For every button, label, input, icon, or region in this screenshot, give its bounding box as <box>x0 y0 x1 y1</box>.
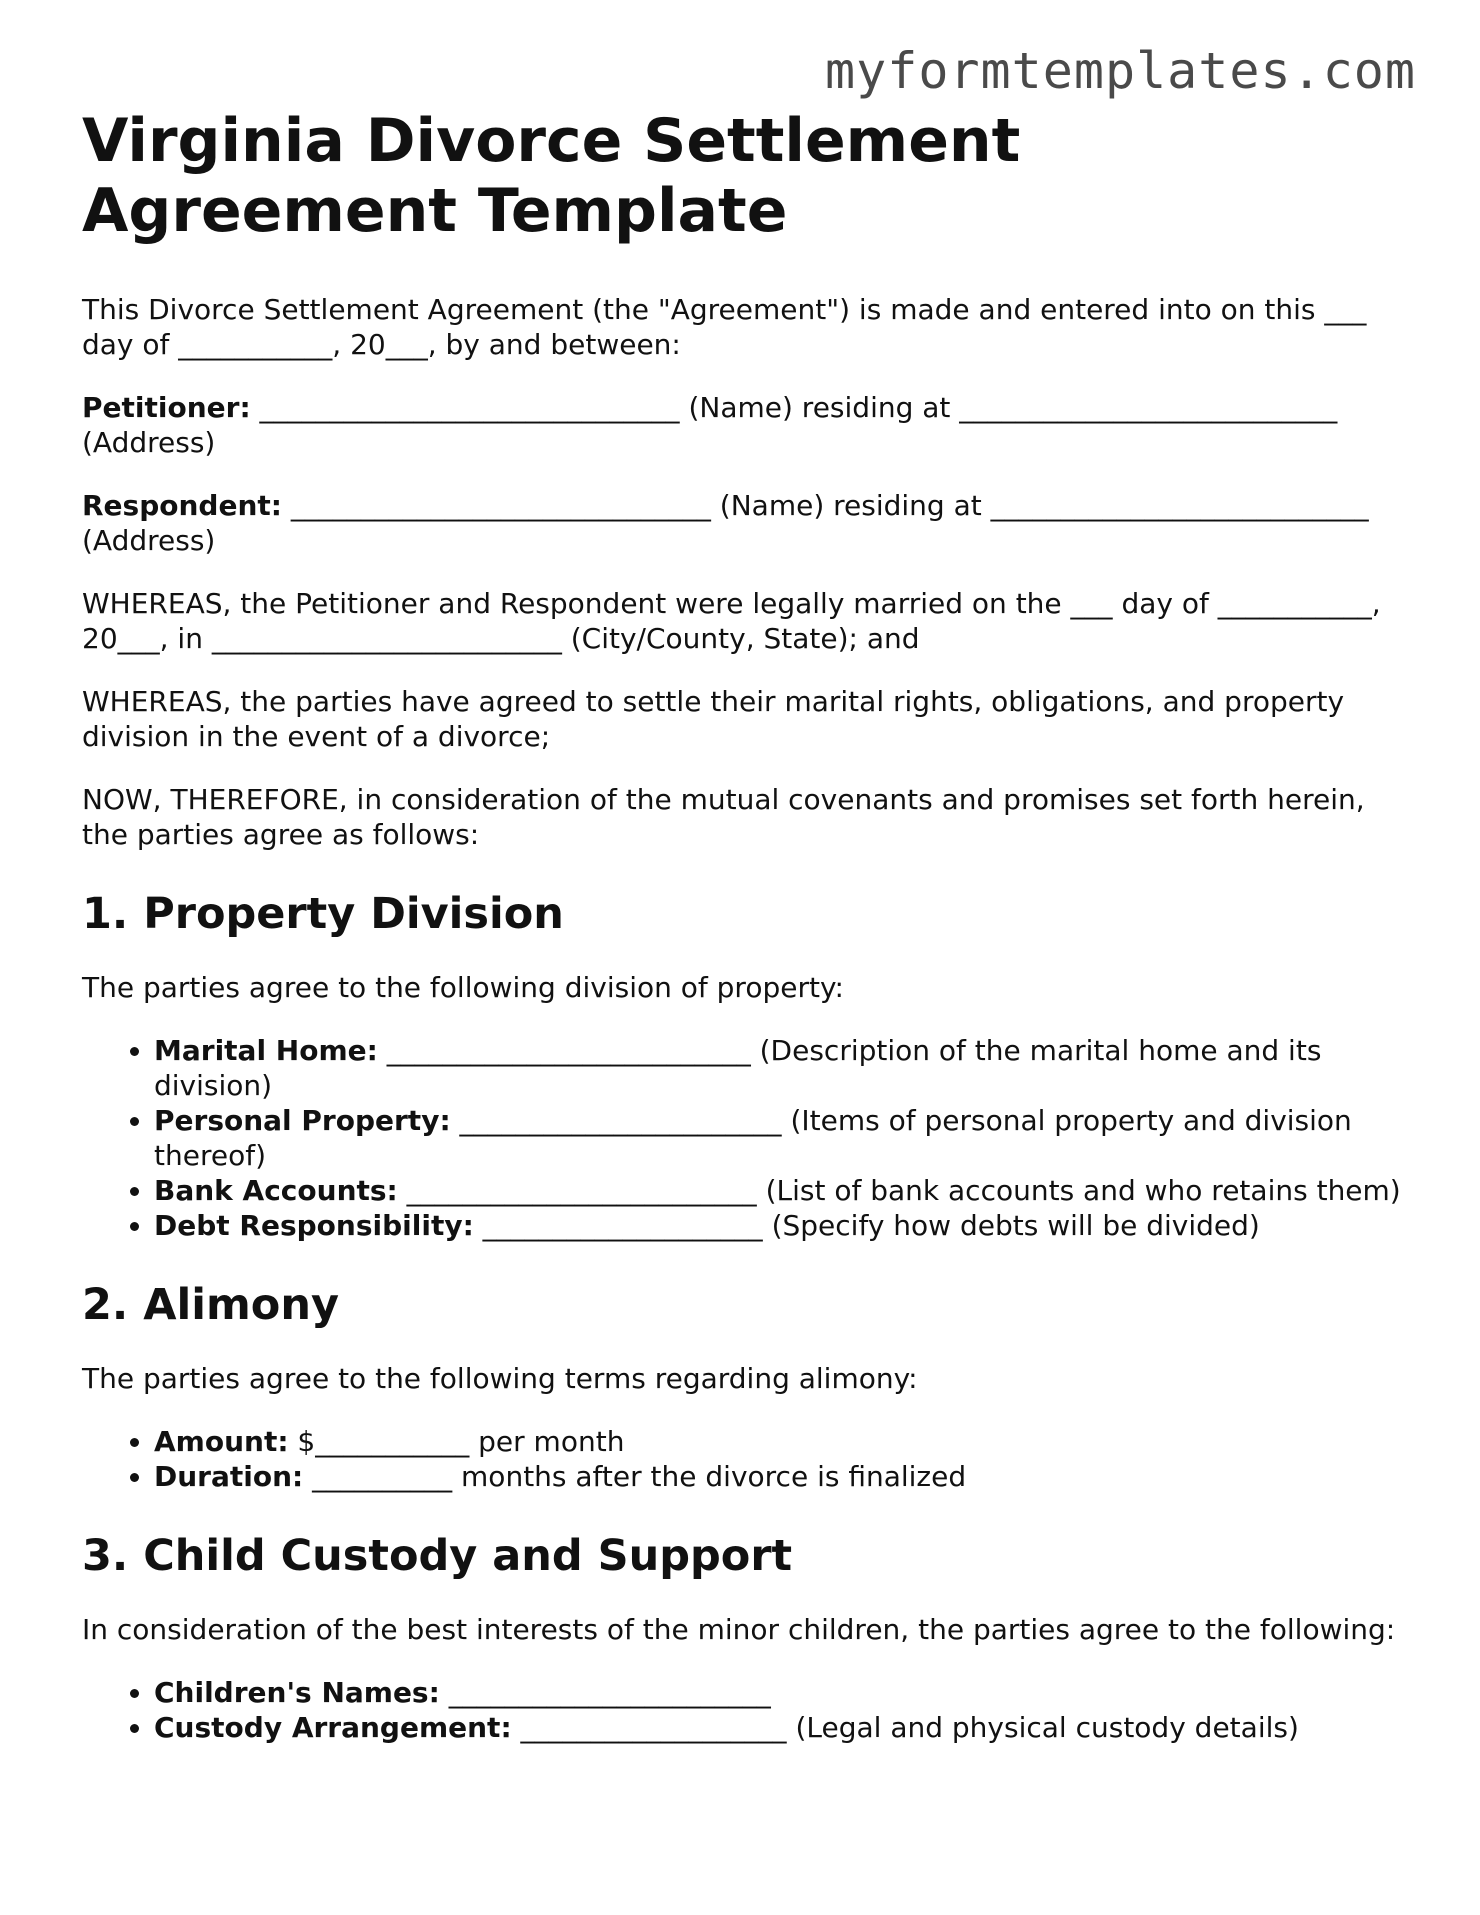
list-item <box>154 1208 1402 1243</box>
item-text: __________ months after the divorce is finalized <box>303 1460 967 1493</box>
item-text: _______________________ (Items of personal property and division thereof) <box>154 1104 1352 1172</box>
item-label: Amount: <box>154 1425 289 1458</box>
section-intro-custody: In consideration of the best interests of the minor children, the parties agree to the following: <box>82 1613 1396 1646</box>
watermark: myformtemplates.com <box>825 42 1416 100</box>
whereas-settle: WHEREAS, the parties have agreed to settle their marital rights, obligations, and property division in the event of a divorce; <box>82 685 1345 753</box>
respondent-text: ______________________________ (Name) residing at ___________________________ (Address) <box>82 489 1369 557</box>
document-title: Virginia Divorce Settlement Agreement Template <box>82 106 1021 246</box>
item-text: _______________________ <box>439 1676 771 1709</box>
list-item <box>154 1033 1402 1103</box>
petitioner-text: ______________________________ (Name) residing at ___________________________ (Address) <box>82 391 1338 459</box>
list-item <box>154 1459 1402 1494</box>
custody-list <box>82 1675 1402 1745</box>
property-list <box>82 1033 1402 1243</box>
now-therefore: NOW, THEREFORE, in consideration of the mutual covenants and promises set forth herein, the parties agree as follows: <box>82 783 1365 851</box>
section-intro-property: The parties agree to the following division of property: <box>82 971 844 1004</box>
respondent-label: Respondent: <box>82 489 282 522</box>
item-label: Children's Names: <box>154 1676 440 1709</box>
list-item <box>154 1424 1402 1459</box>
petitioner-line <box>82 390 1402 460</box>
item-label: Debt Responsibility: <box>154 1209 474 1242</box>
whereas-married: WHEREAS, the Petitioner and Respondent were legally married on the ___ day of ___________, 20___, in _________________________ (City/County, State); and <box>82 587 1381 655</box>
item-label: Bank Accounts: <box>154 1174 398 1207</box>
item-label: Duration: <box>154 1460 304 1493</box>
document <box>82 106 1402 1745</box>
section-heading-custody: 3. Child Custody and Support <box>82 1531 793 1581</box>
item-label: Marital Home: <box>154 1034 378 1067</box>
item-text: __________________________ (Description of the marital home and its division) <box>154 1034 1322 1102</box>
item-text: ___________________ (Legal and physical custody details) <box>511 1711 1299 1744</box>
item-text: $___________ per month <box>288 1425 625 1458</box>
item-text: _________________________ (List of bank accounts and who retains them) <box>397 1174 1401 1207</box>
list-item <box>154 1675 1402 1710</box>
list-item <box>154 1173 1402 1208</box>
respondent-line <box>82 488 1402 558</box>
item-text: ____________________ (Specify how debts will be divided) <box>473 1209 1260 1242</box>
list-item <box>154 1103 1402 1173</box>
item-label: Personal Property: <box>154 1104 451 1137</box>
section-intro-alimony: The parties agree to the following terms regarding alimony: <box>82 1362 918 1395</box>
section-heading-alimony: 2. Alimony <box>82 1280 339 1330</box>
item-label: Custody Arrangement: <box>154 1711 512 1744</box>
alimony-list <box>82 1424 1402 1494</box>
intro-paragraph: This Divorce Settlement Agreement (the "Agreement") is made and entered into on this ___ day of ___________, 20___, by and between: <box>82 293 1367 361</box>
petitioner-label: Petitioner: <box>82 391 251 424</box>
list-item <box>154 1710 1402 1745</box>
section-heading-property: 1. Property Division <box>82 889 564 939</box>
